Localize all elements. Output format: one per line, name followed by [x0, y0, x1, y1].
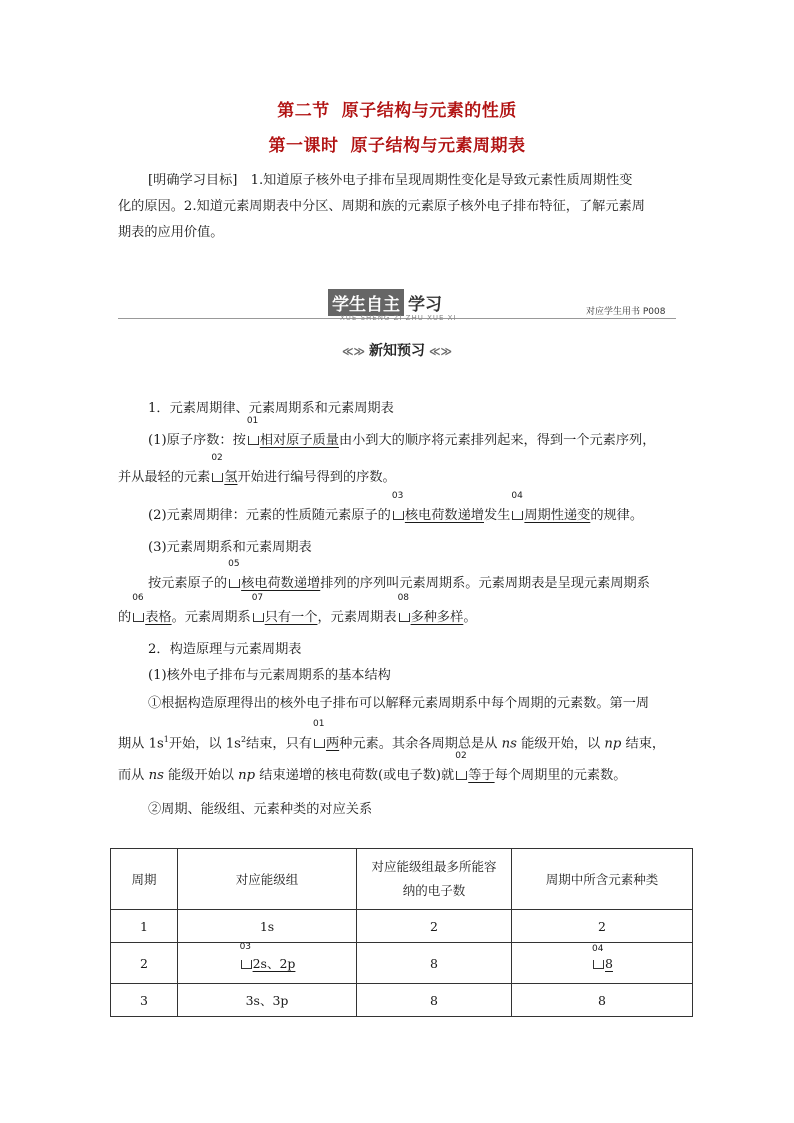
- para-9: 而从 ns 能级开始以 np 结束递增的核电荷数(或电子数)就 02 等于每个周期里的元素数。: [118, 763, 626, 789]
- answer-blank: 06 表格: [132, 593, 172, 625]
- table-header: 周期: [111, 849, 178, 910]
- table-cell: 1: [111, 910, 178, 943]
- para-7: ①根据构造原理得出的核外电子排布可以解释元素周期系中每个周期的元素数。第一周: [148, 696, 650, 711]
- answer-blank: 04 周期性递变: [511, 491, 591, 523]
- table-row: [111, 984, 693, 1017]
- intro-line-2: 化的原因。2.知道元素周期表中分区、周期和族的元素原子核外电子排布特征，了解元素周: [118, 199, 645, 214]
- banner: [328, 291, 442, 313]
- intro-line-3: 期表的应用价值。: [118, 225, 224, 240]
- answer-blank: 04 8: [592, 943, 613, 971]
- answer-blank: 01 两: [312, 719, 340, 752]
- answer-blank: 08 多种多样: [397, 593, 464, 625]
- table-cell: 3s、3p: [178, 984, 357, 1017]
- table-header: 对应能级组最多所能容 纳的电子数: [357, 849, 512, 910]
- table-cell: 8: [357, 943, 512, 984]
- title-lesson-name: 原子结构与元素周期表: [350, 136, 526, 156]
- table-cell: 2: [111, 943, 178, 984]
- answer-blank: 07 只有一个: [251, 593, 318, 625]
- intro-line-1: [明确学习目标] 1.知道原子核外电子排布呈现周期性变化是导致元素性质周期性变: [148, 173, 633, 188]
- diamond-right-icon: ≪≫: [429, 345, 453, 358]
- title-lesson-number: 第一课时: [268, 136, 339, 156]
- answer-blank: 03 2s、2p: [239, 942, 296, 971]
- lesson-title: [0, 131, 794, 156]
- table-header: 周期中所含元素种类: [512, 849, 693, 910]
- title-section-name: 原子结构与元素的性质: [341, 101, 517, 121]
- para-1a: (1)原子序数：按 01 相对原子质量由小到大的顺序将元素排列起来，得到一个元素序列，: [148, 428, 655, 454]
- table-cell: 2: [512, 910, 693, 943]
- answer-blank: 03 核电荷数递增: [391, 491, 484, 523]
- banner-pinyin: XUE SHENG ZI ZHU XUE XI: [340, 314, 457, 322]
- table-row: [111, 943, 693, 984]
- answer-blank: 02 氢: [211, 453, 238, 485]
- table-cell: 3: [111, 984, 178, 1017]
- heading-1: 1．元素周期律、元素周期系和元素周期表: [148, 401, 394, 416]
- table-cell: 8: [357, 984, 512, 1017]
- heading-2: 2．构造原理与元素周期表: [148, 642, 302, 657]
- table-cell: 2: [357, 910, 512, 943]
- para-4: 按元素原子的 05 核电荷数递增排列的序列叫元素周期系。元素周期表是呈现元素周期系: [148, 571, 650, 597]
- banner-rest: 学习: [408, 294, 442, 315]
- answer-blank: 01 相对原子质量: [246, 416, 339, 448]
- table-cell: 8: [512, 984, 693, 1017]
- answer-blank: 05 核电荷数递增: [228, 559, 321, 591]
- period-table: [110, 848, 693, 1017]
- title-section-number: 第二节: [277, 101, 330, 121]
- para-10: ②周期、能级组、元素种类的对应关系: [148, 802, 373, 817]
- para-2: (2)元素周期律：元素的性质随元素原子的 03 核电荷数递增发生 04 周期性递变的规律。: [148, 503, 643, 529]
- table-header: 对应能级组: [178, 849, 357, 910]
- para-8: 期从 $1s^1$开始，以 $1s^2$结束，只有 01 两种元素。其余各周期总是从 ns 能级开始，以 np 结束，: [118, 727, 665, 757]
- section-heading: [0, 340, 794, 360]
- section-heading-text: 新知预习: [369, 343, 425, 359]
- table-header-row: [111, 849, 693, 910]
- para-3: (3)元素周期系和元素周期表: [148, 540, 312, 555]
- para-5: 的 06 表格。元素周期系 07 只有一个，元素周期表 08 多种多样。: [118, 605, 477, 631]
- table-cell: 1s: [178, 910, 357, 943]
- para-1b: 并从最轻的元素 02 氢开始进行编号得到的序数。: [118, 465, 396, 491]
- table-cell: [178, 943, 357, 984]
- para-6: (1)核外电子排布与元素周期系的基本结构: [148, 668, 391, 683]
- table-row: [111, 910, 693, 943]
- page-reference: 对应学生用书 P008: [586, 307, 666, 317]
- section-title: [0, 96, 794, 121]
- diamond-left-icon: ≪≫: [341, 345, 365, 358]
- answer-blank: 02 等于: [455, 751, 495, 783]
- banner-highlight: 学生自主: [328, 289, 404, 316]
- table-cell: [512, 943, 693, 984]
